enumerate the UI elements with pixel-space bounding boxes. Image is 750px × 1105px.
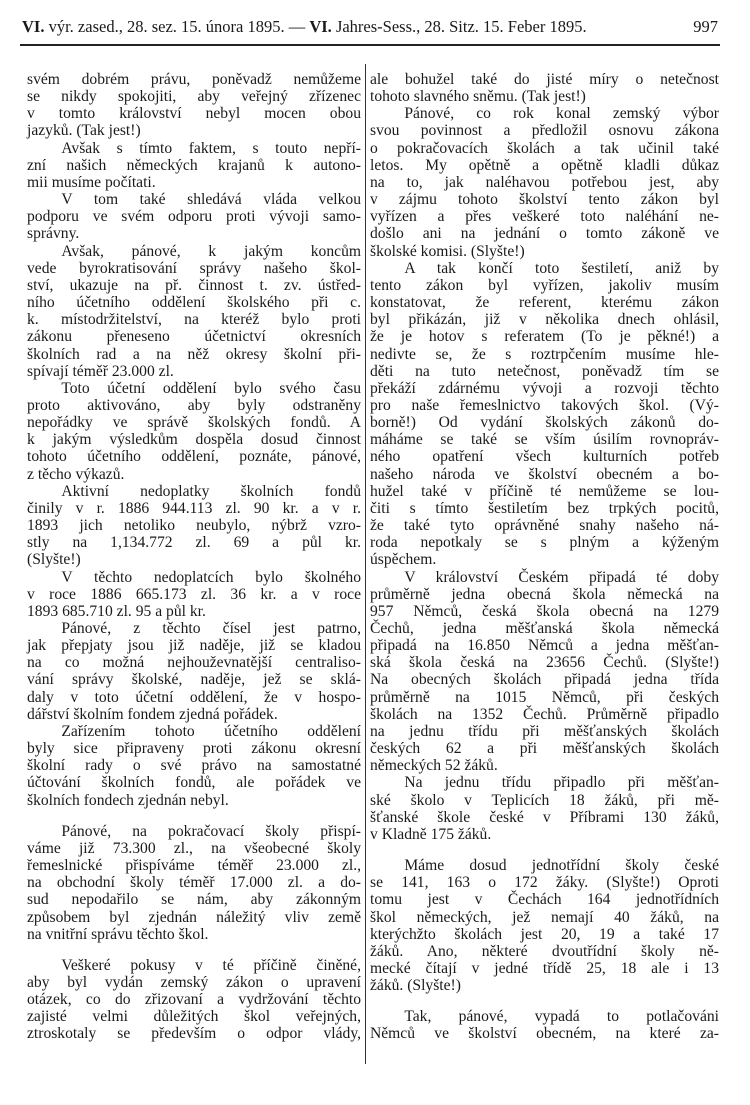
text-line: že také tyto oprávněné snahy našeho ná- [370,517,719,535]
right-column [370,71,719,1043]
text-line: Veškeré pokusy v té příčině činěné, [61,956,361,974]
text-line: k. místodržitelství, na kteréž bylo proti [27,311,361,329]
text-line: Na obecných školách připadá jedna třída [370,671,719,689]
text-line: podporu ve svém odporu proti vývoji samo- [27,208,361,226]
text-line: šťanské škole české v Příbrami 130 žáků, [370,808,719,826]
header-dash: — [288,17,306,36]
text-line: 1893 jich netoliko neubylo, nýbrž vzro- [27,517,361,535]
text-line: na to, jak naléhavou potřebou jest, aby [370,173,719,191]
text-line: V království Českém připadá té doby [404,568,719,586]
paragraph [27,71,361,140]
text-line: v roce 1886 665.173 zl. 36 kr. a v roce [27,585,361,603]
text-line: průměrně jedna obecná škola německá na [370,585,719,603]
text-line: Avšak, pánové, k jakým koncům [61,242,361,260]
paragraph [27,723,361,809]
text-line: v Kladně 175 žáků. [370,825,492,843]
text-line: jazyků. (Tak jest!) [27,122,141,140]
text-line: jak přepjaty jsou již naděje, již se kladou [27,637,361,655]
header-roman-de: VI. [309,17,332,36]
text-line: školních rad a na něž okresy školní při- [27,345,361,363]
text-line: řemeslnické přispíváme téměř 23.000 zl., [27,857,361,875]
text-line: svém dobrém právu, poněvadž nemůžeme [27,71,361,88]
text-line: Pánové, na pokračovací školy přispí- [61,822,361,840]
text-line: německých 52 žáků. [370,757,498,775]
text-line: že je hotov s referatem (To je pěkné!) a [370,328,719,346]
paragraph [27,380,361,483]
text-line: V těchto nedoplatcích bylo školného [61,568,361,586]
text-line: českých 62 a při měšťanských školách [370,740,719,758]
text-line: stly na 1,134.772 zl. 69 a půl kr. [27,534,361,552]
text-line: účtování školních fondů, ale pořádek ve [27,774,361,792]
text-line: ství, ukazuje na př. činnost t. zv. ústřed- [27,276,361,294]
text-line: školách na 1352 Čechů. Průměrně připadlo [370,705,719,723]
text-line: borně!) Od vydání školských zákonů do- [370,414,719,432]
text-line: v tomto království nebyl mocen obou [27,105,361,123]
text-line: máháme se také se vším úsilím rovnopráv- [370,431,719,449]
text-line: ské školo v Teplicích 18 žáků, při mě- [370,791,719,809]
paragraph [370,774,719,843]
text-line: Avšak s tímto faktem, s touto nepří- [61,139,361,157]
text-line: kterýchžto školách jest 20, 19 a také 17 [370,925,719,943]
text-line: Aktivní nedoplatky školních fondů [61,482,361,500]
text-line: na co možná nejhouževnatější centraliso- [27,654,361,672]
text-line: dářství školním fondem zjedná pořádek. [27,705,278,723]
text-line: tento zákon byl vyřízen, jakoliv musím [370,276,719,294]
header-roman-cz: VI. [22,17,45,36]
text-line: byl přikázán, již v několika dnech ohlásil, [370,311,719,329]
text-line: způsobem byl zjednán náležitý vliv země [27,908,361,926]
paragraph [370,71,719,105]
paragraph [27,483,361,569]
text-line: tohoto účetního oddělení, poznáte, pánové, [27,448,361,466]
text-line: se 141, 163 o 172 žáky. (Slyšte!) Oproti [370,874,719,892]
paragraph [370,260,719,569]
text-line: průměrně na 1015 Němců, při českých [370,688,719,706]
text-line: 957 Němců, česká škola obecná na 1279 [370,602,719,620]
text-line: spívají téměř 23.000 zl. [27,362,174,380]
text-line: Tak, pánové, vypadá to potlačováni [404,1008,719,1026]
header-rule [20,44,720,46]
text-line: na jednu třídu při měšťanských školách [370,722,719,740]
paragraph [370,1008,719,1042]
text-line: svou povinnost a předložil osnovu zákona [370,122,719,140]
text-line: Pánové, co rok konal zemský výbor [404,105,719,123]
text-line: Němců ve školství obecném, na které za- [370,1025,719,1043]
text-line: mii musíme počítati. [27,173,156,191]
text-line: školní rady o své právo na samostatné [27,757,361,775]
paragraph [370,857,719,994]
text-line: vání správy školské, naděje, jež se sklá- [27,671,361,689]
text-line: na vnitřní správu těchto škol. [27,925,209,943]
column-divider [365,64,366,1064]
header-session-info [22,17,587,37]
text-line: došlo ani na jednání o tomto zákoně ve [370,225,719,243]
text-line: k jakým výsledkům dospěla dosud činnost [27,431,361,449]
text-line: Zařízením tohoto účetního oddělení [61,722,361,740]
text-line: vede byrokratisování správy našeho škol- [27,259,361,277]
text-line: hužel také v příčině té nemůžeme se lou- [370,482,719,500]
text-line: úspěchem. [370,551,437,569]
text-line: čiti s tímto šestiletím bez trpkých pocitů, [370,499,719,517]
text-line: ale bohužel také do jisté míry o netečnost [370,71,719,88]
text-line: letos. My opětně a opětně kladli důkaz [370,156,719,174]
text-line: žáků. Ano, některé dvoutřídní školy ně- [370,942,719,960]
text-line: nedivte se, že s roztrpčením musíme hle- [370,345,719,363]
paragraph [27,569,361,620]
text-line: vyřízen a přes veškeré toto naléhání ne- [370,208,719,226]
paragraph [27,140,361,191]
text-line: připadá na 16.850 Němců a jedna měšťan- [370,637,719,655]
text-line: byly sice připraveny proti zákonu okresní [27,740,361,758]
text-line: 1893 685.710 zl. 95 a půl kr. [27,602,206,620]
text-line: proto aktivováno, aby byly odstraněny [27,396,361,414]
text-line: činily v r. 1886 944.113 zl. 90 kr. a v r. [27,499,361,517]
text-line: V tom také shledává vláda velkou [61,191,361,209]
text-line: na obchodní školy téměř 17.000 zl. a do- [27,874,361,892]
text-line: v zájmu tohoto školství tento zákon byl [370,191,719,209]
text-line: škol německých, jež nemají 40 žáků, na [370,908,719,926]
text-line: ztroskotaly se především o odpor vlády, [27,1025,361,1043]
paragraph [27,620,361,723]
text-line: pro naše řemeslnictvo takových škol. (Vý- [370,396,719,414]
paragraph [27,957,361,1043]
paragraph [370,105,719,259]
text-line: z těcho výkazů. [27,465,125,483]
text-line: otázek, co do zřizovaní a vydržování těchto [27,991,361,1009]
text-line: zákonu přeneseno účetnictví okresních [27,328,361,346]
running-header [22,17,718,41]
text-line: ného opatření všech kulturních potřeb [370,448,719,466]
text-line: tomu jest v Čechách 164 jednotřídních [370,891,719,909]
text-line: školních fondech zjednán nebyl. [27,791,229,809]
text-line: o pokračovacích školách a tak učinil také [370,139,719,157]
text-line: Pánové, z těchto čísel jest patrno, [61,620,361,637]
text-line: překáží zdárnému vývoji a rozvoji těchto [370,379,719,397]
text-line: (Slyšte!) [27,551,81,569]
left-column [27,71,361,1043]
paragraph [27,823,361,943]
text-line: našeho národa ve školství obecném a bo- [370,465,719,483]
header-czech: výr. zased., 28. sez. 15. února 1895. [48,17,285,36]
text-line: zajisté velmi důležitých škol veřejných, [27,1008,361,1026]
text-line: ního účetního oddělení školského při c. [27,294,361,312]
text-line: školské komisi. (Slyšte!) [370,242,525,260]
page-number: 997 [693,17,718,36]
text-line: děti na tuto netečnost, poněvadž tím se [370,362,719,380]
text-line: Čechů, jedna měšťanská škola německá [370,620,719,637]
paragraph [370,569,719,775]
text-line: ská škola česká na 23656 Čechů. (Slyšte!) [370,654,719,672]
text-line: žáků. (Slyšte!) [370,977,461,995]
text-line: váme již 73.300 zl., na všeobecné školy [27,839,361,857]
header-german: Jahres-Sess., 28. Sitz. 15. Feber 1895. [335,17,587,36]
text-line: Toto účetní oddělení bylo svého času [61,379,361,397]
text-line: sud nepodařilo se nám, aby zákonným [27,891,361,909]
text-line: mecké čítají v jedné třídě 25, 18 ale i 13 [370,959,719,977]
text-line: zní našich německých krajanů k autono- [27,156,361,174]
text-line: tohoto slavného sněmu. (Tak jest!) [370,88,586,106]
paragraph [27,191,361,242]
text-line: konstatovat, že referent, kterému zákon [370,294,719,312]
text-line: Na jednu třídu připadlo při měšťan- [404,774,719,792]
text-line: správny. [27,225,80,243]
text-line: daly v toto účetní oddělení, že v hospo- [27,688,361,706]
text-line: nepořádky ve správě školských fondů. A [27,414,361,432]
text-line: roda nepotkaly se s plným a kýženým [370,534,719,552]
paragraph [27,243,361,380]
text-line: se nikdy spokojiti, aby veřejný zřízenec [27,88,361,106]
text-line: Máme dosud jednotřídní školy české [404,857,719,875]
text-line: A tak končí toto šestiletí, aniž by [404,259,719,277]
text-line: aby byl vydán zemský zákon o upravení [27,973,361,991]
